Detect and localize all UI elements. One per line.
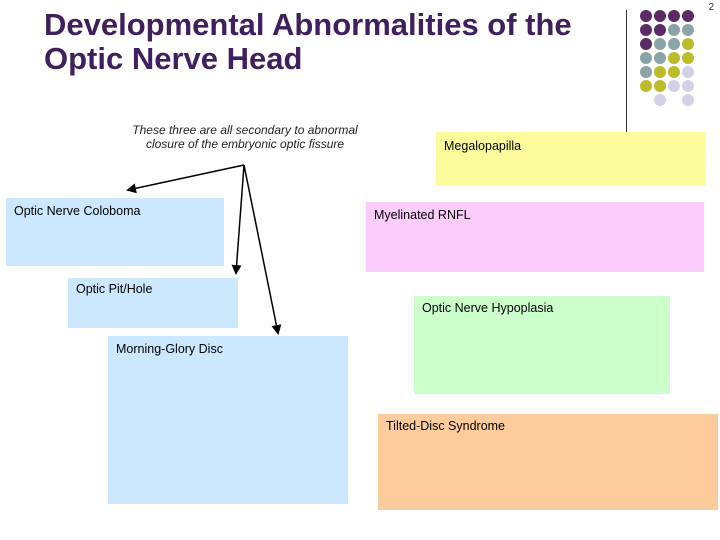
- box-optic-pit-hole: [68, 278, 238, 328]
- box-label: Optic Nerve Hypoplasia: [422, 301, 554, 315]
- arrow-to-pit: [236, 165, 244, 273]
- box-myelinated-rnfl: [366, 202, 704, 272]
- title-line-2: Optic Nerve Head: [44, 41, 303, 76]
- box-optic-nerve-hypoplasia: [414, 296, 670, 394]
- box-label: Megalopapilla: [444, 139, 522, 153]
- box-megalopapilla: [436, 132, 706, 186]
- slide-number: 2: [708, 2, 714, 13]
- box-label: Optic Nerve Coloboma: [14, 204, 141, 218]
- box-tilted-disc-syndrome: [378, 414, 718, 510]
- box-label: Myelinated RNFL: [374, 208, 471, 222]
- title-line-1: Developmental Abnormalities of the: [44, 7, 572, 42]
- box-label: Morning-Glory Disc: [116, 342, 223, 356]
- box-label: Optic Pit/Hole: [76, 282, 153, 296]
- arrow-to-morning-glory: [244, 165, 278, 333]
- box-label: Tilted-Disc Syndrome: [386, 419, 506, 433]
- box-morning-glory-disc: [108, 336, 348, 504]
- note-line-1: These three are all secondary to abnormal: [132, 123, 358, 137]
- note-line-2: closure of the embryonic optic fissure: [145, 137, 345, 151]
- box-optic-nerve-coloboma: [6, 198, 224, 266]
- arrow-to-coloboma: [128, 165, 244, 190]
